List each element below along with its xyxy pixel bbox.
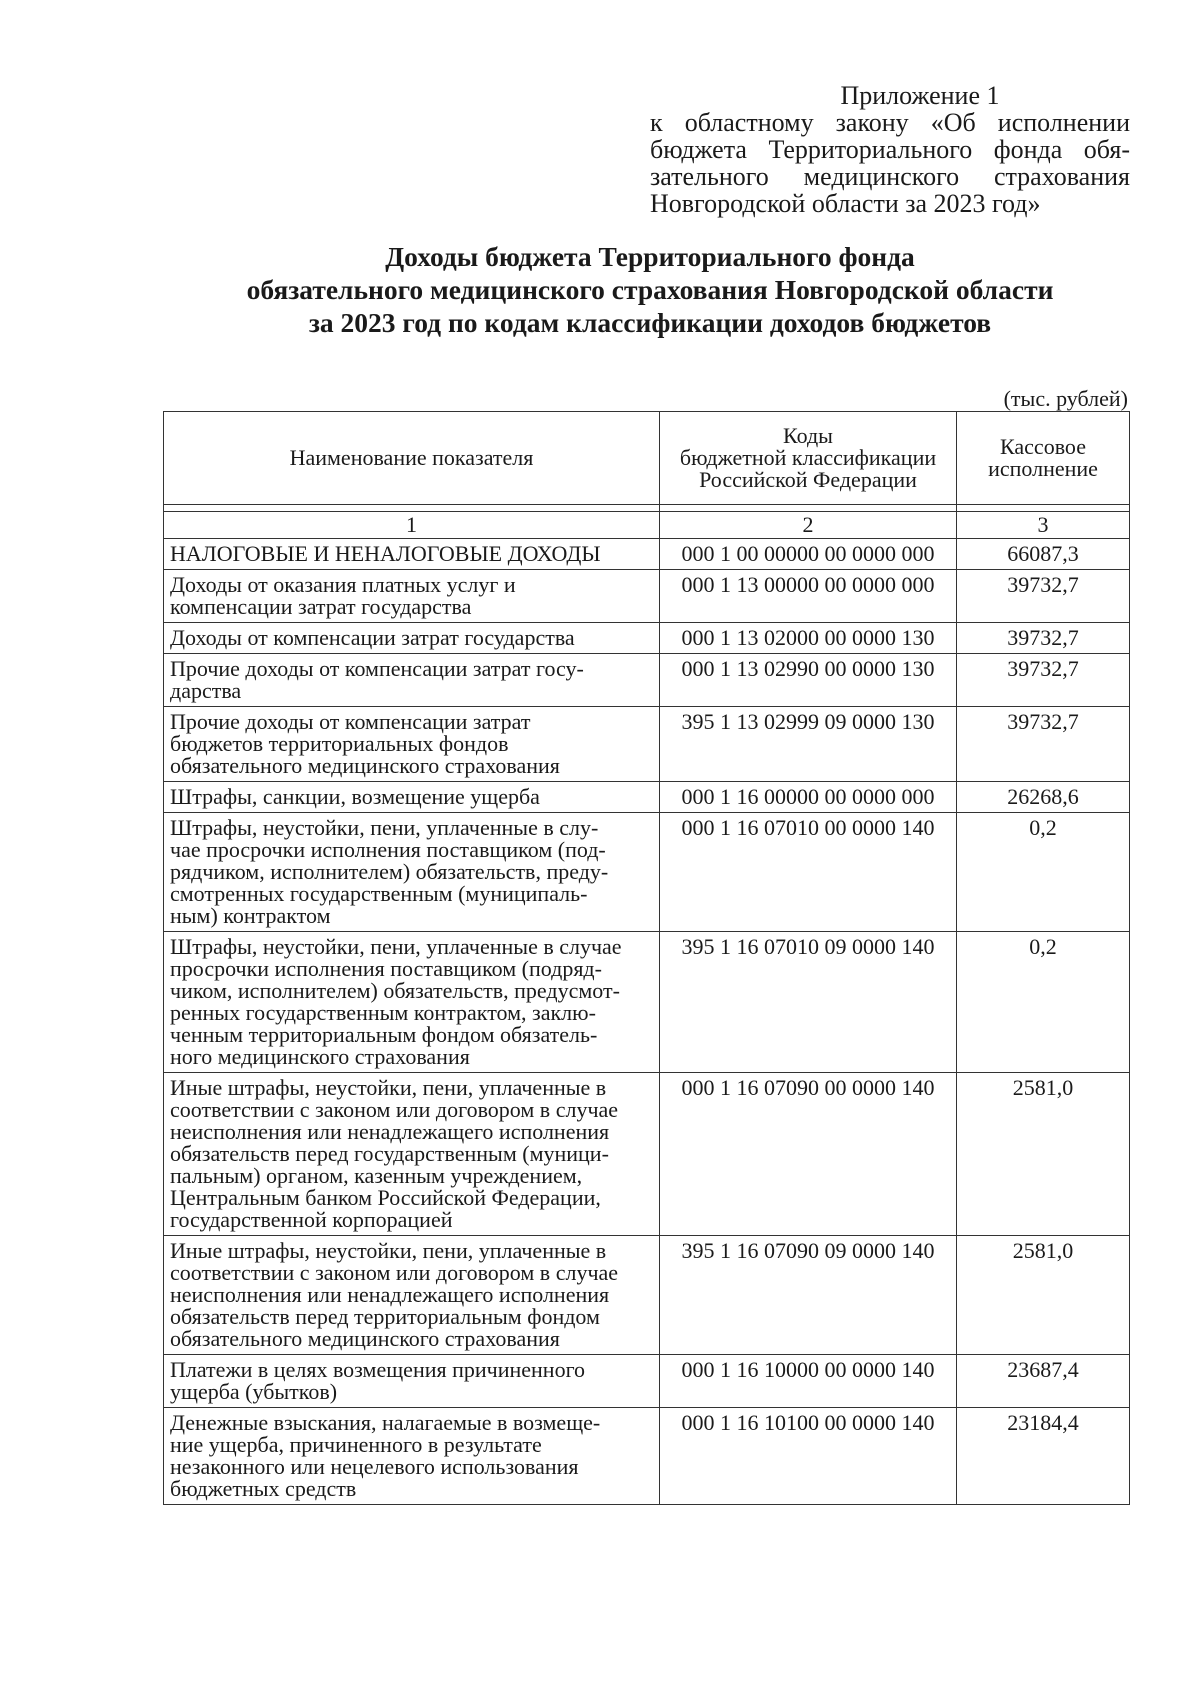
row-name-line: Штрафы, неустойки, пени, уплаченные в слу- [170,815,599,840]
row-name-line: Доходы от оказания платных услуг и [170,572,516,597]
row-name-line: рядчиком, исполнителем) обязательств, преду- [170,859,609,884]
row-amount: 0,2 [957,932,1130,1073]
table-row [164,539,1130,570]
row-name-line: Штрафы, санкции, возмещение ущерба [170,784,540,809]
header-code [660,412,957,505]
header-amount-line: Кассовое [1000,434,1086,459]
table-row [164,813,1130,932]
title-line: обязательного медицинского страхования Новгородской области [246,274,1054,305]
row-code: 395 1 16 07090 09 0000 140 [660,1236,957,1355]
row-code: 000 1 13 02990 00 0000 130 [660,654,957,707]
row-name-line: ного медицинского страхования [170,1044,470,1069]
appendix-line: к областному закону «Об исполнении [650,108,1130,137]
table-row [164,1236,1130,1355]
row-name-line: чиком, исполнителем) обязательств, предусмот- [170,978,620,1003]
header-code-line: бюджетной классификации [679,445,937,470]
column-number: 1 [164,512,660,539]
row-name-line: ным) контрактом [170,903,331,928]
row-name-line: бюджетов территориальных фондов [170,731,509,756]
table-row [164,654,1130,707]
row-code: 000 1 16 00000 00 0000 000 [660,782,957,813]
header-gap [164,505,1130,512]
appendix-note [650,82,1130,217]
row-amount: 39732,7 [957,623,1130,654]
row-name [164,813,660,932]
row-amount: 39732,7 [957,570,1130,623]
row-code: 000 1 16 10000 00 0000 140 [660,1355,957,1408]
row-name-line: Прочие доходы от компенсации затрат госу- [170,656,584,681]
table-row [164,782,1130,813]
row-name [164,707,660,782]
header-code-line: Коды [783,423,833,448]
row-name-line: ние ущерба, причиненного в результате [170,1432,542,1457]
row-name-line: ущерба (убытков) [170,1379,338,1404]
row-name-line: ченным территориальным фондом обязатель- [170,1022,598,1047]
table-header-row [164,412,1130,505]
row-code: 000 1 13 00000 00 0000 000 [660,570,957,623]
column-number: 2 [660,512,957,539]
row-name-line: соответствии с законом или договором в случае [170,1260,619,1285]
table-row [164,932,1130,1073]
row-name-line: незаконного или нецелевого использования [170,1454,579,1479]
appendix-line: бюджета Территориального фонда обя- [650,135,1130,164]
column-number: 3 [957,512,1130,539]
row-name-line: обязательств перед территориальным фондом [170,1304,600,1329]
row-name [164,539,660,570]
row-name-line: Денежные взыскания, налагаемые в возмеще- [170,1410,601,1435]
header-name: Наименование показателя [164,412,660,505]
title-line: Доходы бюджета Территориального фонда [385,241,915,272]
row-code: 395 1 16 07010 09 0000 140 [660,932,957,1073]
revenue-table [163,411,1130,1505]
row-name-line: соответствии с законом или договором в случае [170,1097,619,1122]
row-amount: 2581,0 [957,1236,1130,1355]
row-name-line: просрочки исполнения поставщиком (подряд- [170,956,602,981]
row-amount: 23687,4 [957,1355,1130,1408]
row-name [164,932,660,1073]
row-name [164,570,660,623]
row-name-line: неисполнения или ненадлежащего исполнения [170,1282,610,1307]
row-amount: 23184,4 [957,1408,1130,1505]
row-name-line: Платежи в целях возмещения причиненного [170,1357,586,1382]
table-row [164,570,1130,623]
row-code: 000 1 13 02000 00 0000 130 [660,623,957,654]
row-code: 000 1 16 07010 00 0000 140 [660,813,957,932]
row-name-line: государственной корпорацией [170,1207,453,1232]
header-code-line: Российской Федерации [699,467,917,492]
column-number-row [164,512,1130,539]
row-code: 395 1 13 02999 09 0000 130 [660,707,957,782]
row-name-line: пальным) органом, казенным учреждением, [170,1163,583,1188]
row-amount: 39732,7 [957,654,1130,707]
row-code: 000 1 16 07090 00 0000 140 [660,1073,957,1236]
row-name [164,654,660,707]
title-line: за 2023 год по кодам классификации доходов бюджетов [308,307,992,338]
appendix-line: Новгородской области за 2023 год» [650,189,1041,218]
row-name [164,623,660,654]
table-row [164,1408,1130,1505]
row-name-line: дарства [170,678,242,703]
row-name [164,782,660,813]
row-name-line: бюджетных средств [170,1476,357,1501]
header-amount-line: исполнение [988,456,1098,481]
appendix-line: зательного медицинского страхования [650,162,1130,191]
row-amount: 66087,3 [957,539,1130,570]
row-name-line: Иные штрафы, неустойки, пени, уплаченные в [170,1238,607,1263]
row-amount: 39732,7 [957,707,1130,782]
table-row [164,623,1130,654]
row-name-line: неисполнения или ненадлежащего исполнения [170,1119,610,1144]
table-row [164,707,1130,782]
row-name-line: чае просрочки исполнения поставщиком (под- [170,837,606,862]
row-name-line: обязательного медицинского страхования [170,753,560,778]
row-name [164,1236,660,1355]
row-name [164,1355,660,1408]
row-name-line: Иные штрафы, неустойки, пени, уплаченные в [170,1075,607,1100]
row-amount: 26268,6 [957,782,1130,813]
row-name-line: компенсации затрат государства [170,594,472,619]
row-amount: 0,2 [957,813,1130,932]
table-row [164,1355,1130,1408]
row-name-line: Доходы от компенсации затрат государства [170,625,575,650]
row-name-line: НАЛОГОВЫЕ И НЕНАЛОГОВЫЕ ДОХОДЫ [170,541,601,566]
row-name-line: Прочие доходы от компенсации затрат [170,709,531,734]
row-name-line: обязательств перед государственным (муници- [170,1141,609,1166]
row-name-line: ренных государственным контрактом, заклю- [170,1000,596,1025]
row-name-line: обязательного медицинского страхования [170,1326,560,1351]
table-row [164,1073,1130,1236]
row-name [164,1073,660,1236]
row-name-line: Штрафы, неустойки, пени, уплаченные в случае [170,934,622,959]
row-amount: 2581,0 [957,1073,1130,1236]
row-name-line: Центральным банком Российской Федерации, [170,1185,601,1210]
header-amount [957,412,1130,505]
units-label: (тыс. рублей) [1003,386,1128,411]
row-code: 000 1 00 00000 00 0000 000 [660,539,957,570]
document-title [150,240,1150,339]
row-name [164,1408,660,1505]
appendix-title: Приложение 1 [840,81,1000,110]
row-code: 000 1 16 10100 00 0000 140 [660,1408,957,1505]
row-name-line: смотренных государственным (муниципаль- [170,881,588,906]
